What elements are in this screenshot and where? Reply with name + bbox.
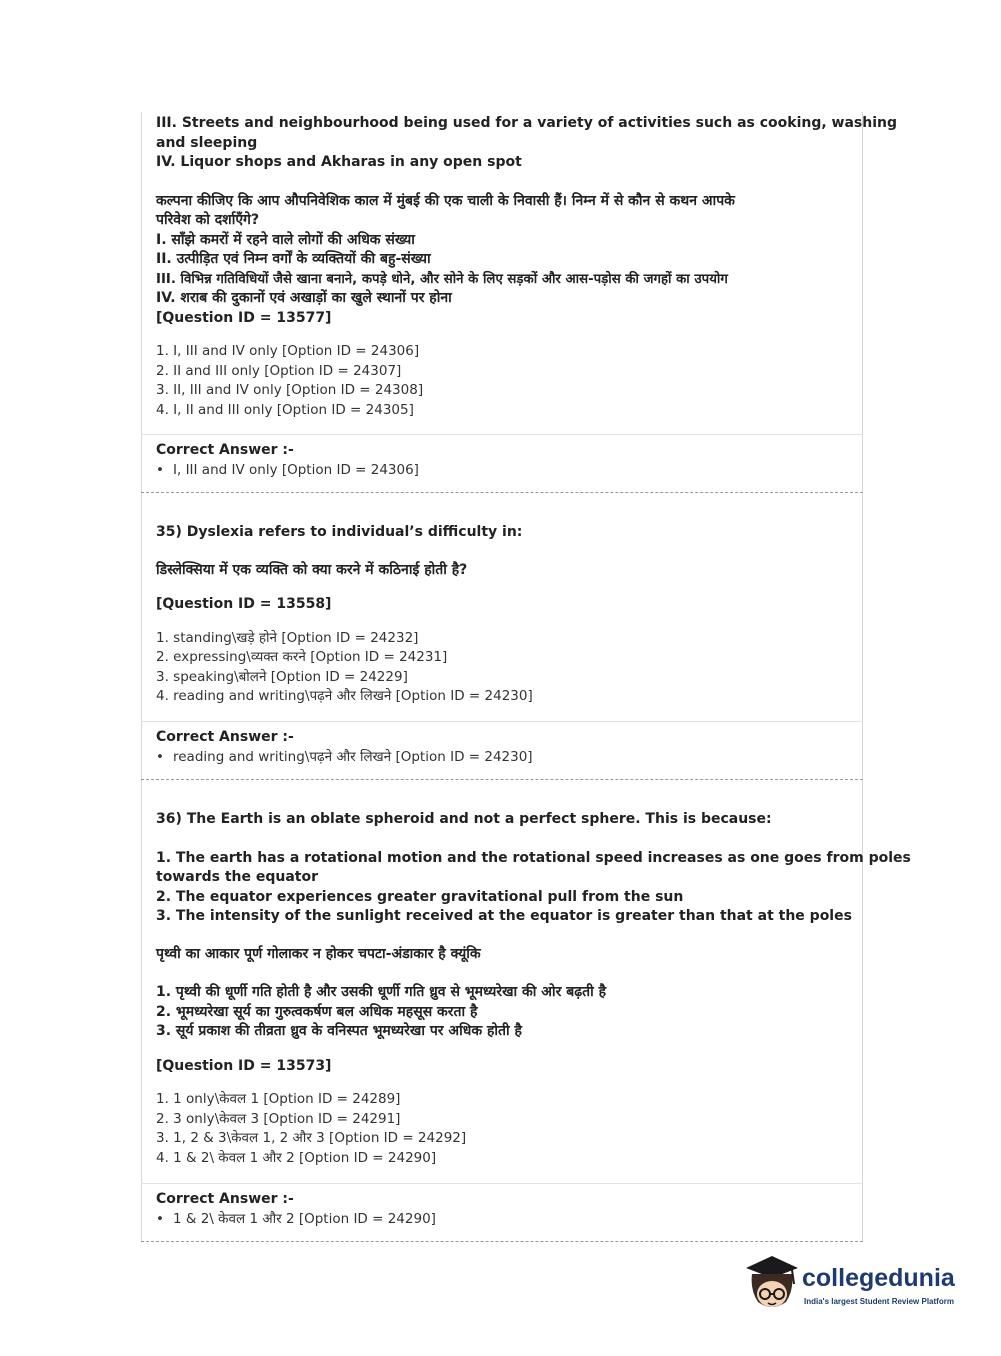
- statement-line: 1. The earth has a rotational motion and the rotational speed increases as one goes from poles: [156, 849, 911, 866]
- hindi-line: I. साँझे कमरों में रहने वाले लोगों की अधिक संख्या: [156, 231, 415, 248]
- option-item: 2. expressing\व्यक्त करने [Option ID = 24231]: [156, 649, 448, 665]
- question-id: [Question ID = 13573]: [156, 1057, 332, 1074]
- correct-answer-value: • reading and writing\पढ़ने और लिखने [Option ID = 24230]: [156, 747, 861, 767]
- hindi-line: IV. शराब की दुकानों एवं अखाड़ों का खुले स्थानों पर होना: [156, 290, 452, 306]
- correct-answer-34: [141, 440, 861, 480]
- question-36: [141, 810, 911, 1168]
- divider: [141, 1183, 863, 1184]
- question-divider: [141, 1241, 863, 1242]
- question-text: 35) Dyslexia refers to individual’s difficulty in:: [156, 524, 523, 540]
- collegedunia-logo: [742, 1250, 972, 1316]
- hindi-line: II. उत्पीड़ित एवं निम्न वर्गों के व्यक्तियों की बहु-संख्या: [156, 251, 431, 267]
- statement-line: and sleeping: [156, 134, 258, 151]
- question-text: 36) The Earth is an oblate spheroid and not a perfect sphere. This is because:: [156, 811, 772, 827]
- statement-line: 2. The equator experiences greater gravitational pull from the sun: [156, 888, 684, 905]
- option-item: 4. 1 & 2\ केवल 1 और 2 [Option ID = 24290]: [156, 1149, 437, 1166]
- option-item: 1. I, III and IV only [Option ID = 24306]: [156, 343, 420, 359]
- hindi-line: III. विभिन्न गतिविधियों जैसे खाना बनाने, कपड़े धोने, और सोने के लिए सड़कों और आस-पड़ोस की जगहों का उपयोग: [156, 271, 728, 287]
- hindi-line: 1. पृथ्वी की धूर्णी गति होती है और उसकी धूर्णी गति ध्रुव से भूमध्यरेखा की ओर बढ़ती है: [156, 984, 607, 1000]
- option-item: 3. speaking\बोलने [Option ID = 24229]: [156, 668, 408, 685]
- correct-answer-label: Correct Answer :-: [156, 442, 294, 458]
- statement-line: towards the equator: [156, 869, 318, 885]
- mascot-icon: [742, 1250, 802, 1316]
- hindi-line: 3. सूर्य प्रकाश की तीव्रता ध्रुव के वनिस्पत भूमध्यरेखा पर अधिक होती है: [156, 1023, 522, 1039]
- option-item: 3. II, III and IV only [Option ID = 24308]: [156, 382, 424, 398]
- question-divider: [141, 779, 863, 780]
- correct-answer-label: Correct Answer :-: [156, 729, 294, 745]
- question-divider: [141, 492, 863, 493]
- statement-line: IV. Liquor shops and Akharas in any open spot: [156, 154, 522, 170]
- statement-line: 3. The intensity of the sunlight received at the equator is greater than that at the poles: [156, 908, 852, 924]
- logo-wordmark: collegedunia: [802, 1264, 955, 1292]
- correct-answer-35: [141, 727, 861, 767]
- option-item: 1. 1 only\केवल 1 [Option ID = 24289]: [156, 1091, 401, 1107]
- hindi-line: परिवेश को दर्शाएँगे?: [156, 212, 260, 228]
- statement-line: III. Streets and neighbourhood being used for a variety of activities such as cooking, washing: [156, 115, 898, 131]
- hindi-line: कल्पना कीजिए कि आप औपनिवेशिक काल में मुंबई की एक चाली के निवासी हैं। निम्न में से कौन से कथन आपके: [156, 192, 735, 209]
- question-35: [141, 523, 861, 707]
- option-item: 1. standing\खड़े होने [Option ID = 24232]: [156, 629, 419, 646]
- option-item: 2. 3 only\केवल 3 [Option ID = 24291]: [156, 1110, 401, 1127]
- option-item: 3. 1, 2 & 3\केवल 1, 2 और 3 [Option ID = 24292]: [156, 1130, 467, 1146]
- correct-answer-value: • 1 & 2\ केवल 1 और 2 [Option ID = 24290]: [156, 1209, 861, 1229]
- question-34-continuation: [141, 114, 898, 420]
- option-item: 4. I, II and III only [Option ID = 24305]: [156, 401, 414, 418]
- option-item: 4. reading and writing\पढ़ने और लिखने [Option ID = 24230]: [156, 688, 533, 704]
- correct-answer-value: • I, III and IV only [Option ID = 24306]: [156, 460, 861, 480]
- hindi-line: 2. भूमध्यरेखा सूर्य का गुरुत्वकर्षण बल अधिक महसूस करता है: [156, 1003, 478, 1020]
- question-text-hindi: डिस्लेक्सिया में एक व्यक्ति को क्या करने में कठिनाई होती है?: [156, 561, 468, 578]
- question-text-hindi: पृथ्वी का आकार पूर्ण गोलाकर न होकर चपटा-अंडाकार है क्यूंकि: [156, 945, 481, 962]
- logo-tagline: India's largest Student Review Platform: [804, 1297, 954, 1306]
- divider: [141, 434, 863, 435]
- option-item: 2. II and III only [Option ID = 24307]: [156, 362, 402, 379]
- correct-answer-36: [141, 1189, 861, 1229]
- divider: [141, 721, 863, 722]
- question-id: [Question ID = 13577]: [156, 309, 332, 326]
- correct-answer-label: Correct Answer :-: [156, 1191, 294, 1207]
- question-id: [Question ID = 13558]: [156, 596, 332, 612]
